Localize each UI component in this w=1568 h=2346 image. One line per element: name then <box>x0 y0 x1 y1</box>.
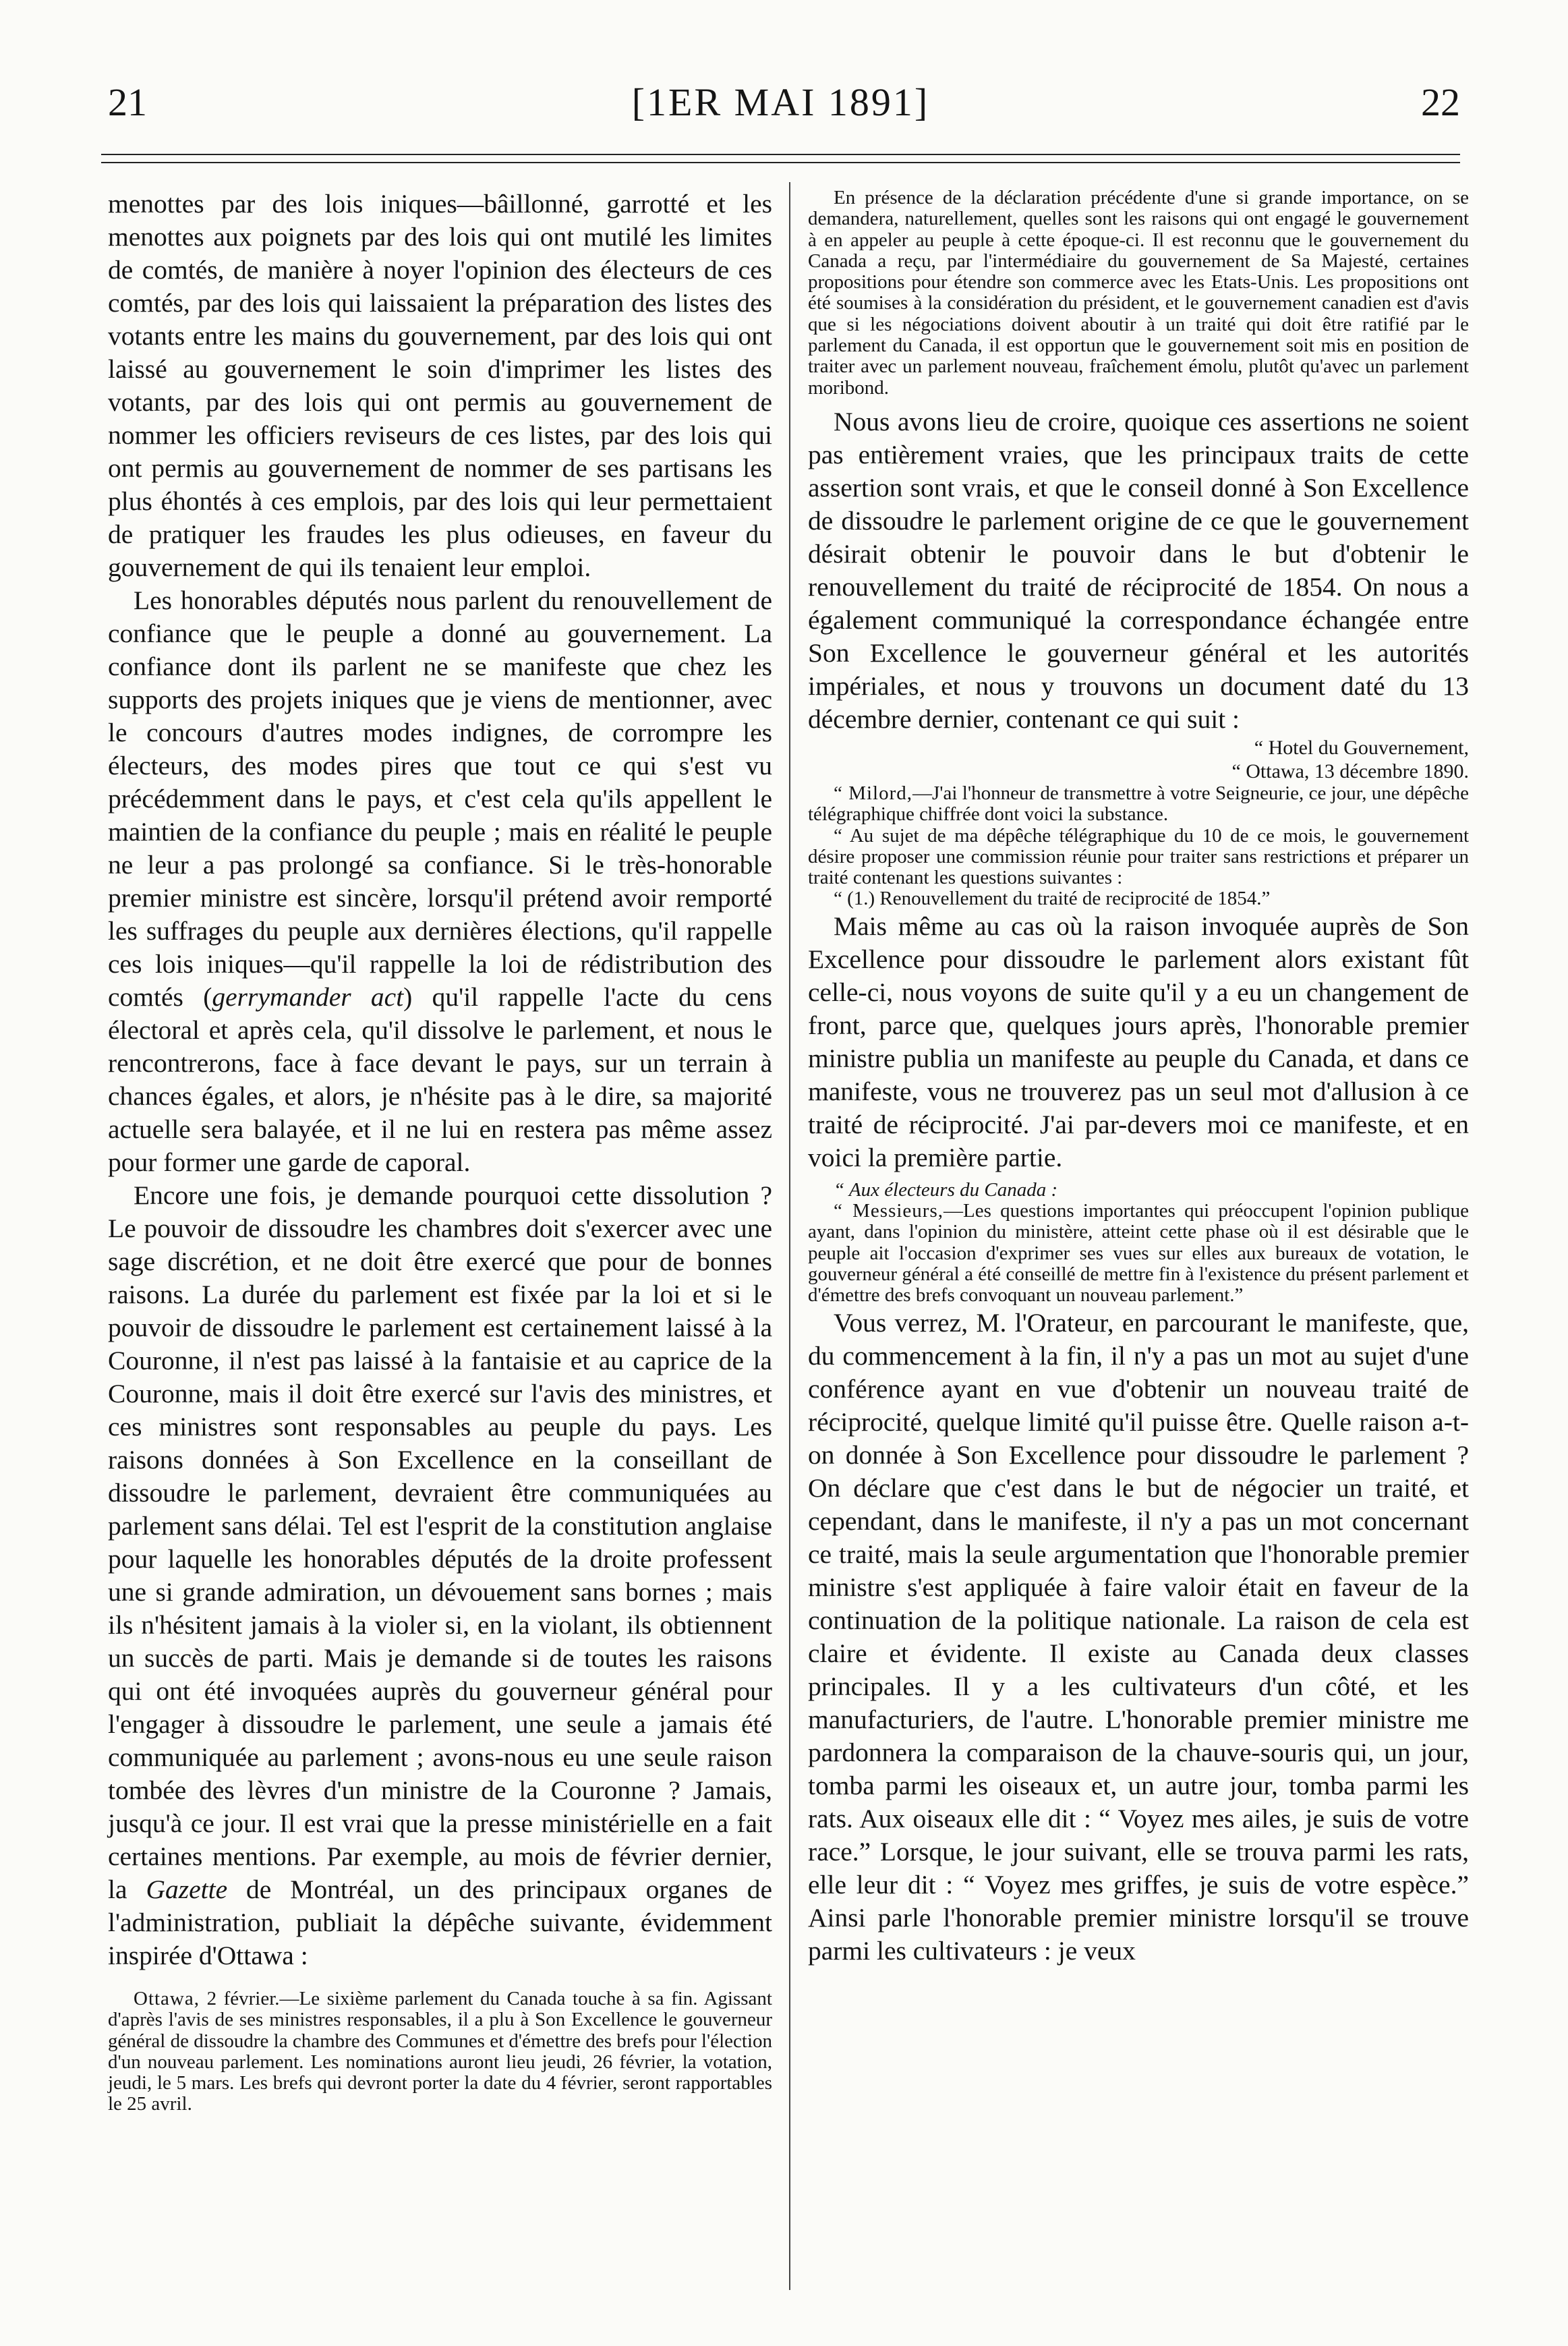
letter-heading: “ Hotel du Gouvernement, <box>1254 736 1469 759</box>
letter-date: “ Ottawa, 13 décembre 1890. <box>1231 760 1469 782</box>
manifesto-title: “ Aux électeurs du Canada : <box>834 1178 1058 1201</box>
quoted-letter: “ (1.) Renouvellement du traité de reciprocité de 1854.” <box>834 888 1271 910</box>
page-header <box>101 67 1460 128</box>
column-divider <box>789 182 790 2290</box>
quoted-paragraph: En présence de la déclaration précédente d'une si grande importance, on se demandera, naturellement, quelles sont les raisons qui ont engagé le gouvernement à en appeler au peuple à cette époque-ci. Il est reconnu que le gouvernement du Canada a reçu, par l'intermédiaire du gouvernement de Sa Majesté, certaines propositions pour étendre son commerce avec les Etats-Unis. Les propositions ont été soumises à la considération du président, et le gouvernement canadien est d'avis que si les négociations doivent aboutir à un traité qui doit être ratifié par le parlement du Canada, il est opportun que le gouvernement soit mis en position de traiter avec un parlement nouveau, fraîchement émolu, plutôt qu'avec un parlement moribond. <box>808 187 1469 399</box>
right-column <box>808 188 1469 1968</box>
paragraph: Mais même au cas où la raison invoquée auprès de Son Excellence pour dissoudre le parlement alors existant fût celle-ci, nous voyons de suite qu'il y a eu un changement de front, parce que, quelques jours après, l'honorable premier ministre publia un manifeste au peuple du Canada, et dans ce manifeste, vous ne trouverez pas un seul mot d'allusion à ce traité de réciprocité. J'ai par-devers moi ce manifeste, et en voici la première partie. <box>808 911 1469 1172</box>
header-rule-bottom <box>101 162 1460 163</box>
left-column <box>108 188 772 2115</box>
quoted-letter: “ Milord,—J'ai l'honneur de transmettre à votre Seigneurie, ce jour, une dépêche télégraphique chiffrée dont voici la substance. <box>808 782 1469 826</box>
quoted-dispatch: Ottawa, 2 février.—Le sixième parlement du Canada touche à sa fin. Agissant d'après l'avis de ses ministres responsables, il a plu à Son Excellence le gouverneur général de dissoudre la chambre des Communes et d'émettre des brefs pour l'élection d'un nouveau parlement. Les nominations auront lieu jeudi, 26 février, la votation, jeudi, le 5 mars. Les brefs qui devront porter la date du 4 février, seront rapportables le 25 avril. <box>108 1988 772 2115</box>
paragraph: Vous verrez, M. l'Orateur, en parcourant le manifeste, que, du commencement à la fin, il n'y a pas un mot au sujet d'une conférence ayant en vue d'obtenir un nouveau traité de réciprocité, quelque limité qu'il puisse être. Quelle raison a-t-on donnée à Son Excellence pour dissoudre le parlement ? On déclare que c'est dans le but de négocier un traité, et cependant, dans le manifeste, il n'y a pas un mot concernant ce traité, mais la seule argumentation que l'honorable premier ministre s'est appliquée à faire valoir était en faveur de la continuation de la politique nationale. La raison de cela est claire et évidente. Il existe au Canada deux classes principales. Il y a les cultivateurs d'un côté, et les manufacturiers, de l'autre. L'honorable premier ministre me pardonnera la comparaison de la chauve-souris qui, un jour, tomba parmi les oiseaux et, un autre jour, tomba parmi les rats. Aux oiseaux elle dit : “ Voyez mes ailes, je suis de votre race.” Lorsque, le jour suivant, elle se trouva parmi les rats, elle leur dit : “ Voyez mes griffes, je suis de votre espèce.” Ainsi parle l'honorable premier ministre lorsqu'il se trouve parmi les cultivateurs : je veux <box>808 1307 1469 1966</box>
header-date: [1ER MAI 1891] <box>631 80 930 124</box>
paragraph: Nous avons lieu de croire, quoique ces assertions ne soient pas entièrement vraies, que les principaux traits de cette assertion sont vrais, et que le conseil donné à Son Excellence de dissoudre le parlement origine de ce que le gouvernement désirait obtenir le pouvoir dans le but d'obtenir le renouvellement du traité de réciprocité de 1854. On nous a également communiqué la correspondance échangée entre Son Excellence le gouverneur général et les autorités impériales, et nous y trouvons un document daté du 13 décembre dernier, contenant ce qui suit : <box>808 406 1469 734</box>
right-page-number: 22 <box>1421 80 1460 124</box>
left-page-number: 21 <box>108 80 147 124</box>
paragraph: menottes par des lois iniques—bâillonné, garrotté et les menottes aux poignets par des lois qui ont mutilé les limites de comtés, de manière à noyer l'opinion des électeurs de ces comtés, par des lois qui laissaient la préparation des listes des votants entre les mains du gouvernement, par des lois qui ont laissé au gouvernement le soin d'imprimer les listes des votants, par des lois qui ont permis au gouvernement de nommer les officiers reviseurs de ces listes, par des lois qui ont permis au gouvernement de nommer de ses partisans les plus éhontés à ces emplois, par des lois qui leur permettaient de pratiquer les fraudes les plus odieuses, en faveur du gouvernement de qui ils tenaient leur emploi. <box>108 189 772 582</box>
manifesto-quote: “ Messieurs,—Les questions importantes qui préoccupent l'opinion publique ayant, dans l'opinion du ministère, atteint cette phase où il est désirable que le peuple ait l'occasion d'exprimer ses vues sur elles aux bureaux de votation, le gouverneur général a été conseillé de mettre fin à l'existence du présent parlement et d'émettre des brefs convoquant un nouveau parlement.” <box>808 1200 1469 1307</box>
paragraph: Les honorables députés nous parlent du renouvellement de confiance que le peuple a donné au gouvernement. La confiance dont ils parlent ne se manifeste que chez les supports des projets iniques que je viens de mentionner, avec le concours d'autres modes indignes, de corrompre les électeurs, des modes pires que tout ce qui s'est vu précédemment dans le pays, et c'est cela qu'ils appellent le maintien de la confiance du peuple ; mais en réalité le peuple ne leur a pas prolongé sa confiance. Si le très-honorable premier ministre est sincère, lorsqu'il prétend avoir remporté les suffrages du peuple aux dernières élections, qu'il rappelle ces lois iniques—qu'il rappelle la loi de rédistribution des comtés (gerrymander act) qu'il rappelle l'acte du cens électoral et après cela, qu'il dissolve le parlement, et nous le rencontrerons, face à face devant le pays, sur un terrain à chances égales, et alors, je n'hésite pas à le dire, sa majorité actuelle sera balayée, et il ne lui en restera pas même assez pour former une garde de caporal. <box>108 585 772 1177</box>
header-rule-top <box>101 154 1460 155</box>
quoted-letter: “ Au sujet de ma dépêche télégraphique du 10 de ce mois, le gouvernement désire proposer une commission réunie pour traiter sans restrictions et préparer un traité contenant les questions suivantes : <box>808 824 1469 889</box>
paragraph: Encore une fois, je demande pourquoi cette dissolution ? Le pouvoir de dissoudre les chambres doit s'exercer avec une sage discrétion, et ne doit être exercé que pour de bonnes raisons. La durée du parlement est fixée par la loi et si le pouvoir de dissoudre le parlement est certainement laissé à la Couronne, il n'est pas laissé à la fantaisie et au caprice de la Couronne, mais il doit être exercé sur l'avis des ministres, et ces ministres sont responsables au peuple du pays. Les raisons données à Son Excellence en la conseillant de dissoudre le parlement, devraient être communiquées au parlement sans délai. Tel est l'esprit de la constitution anglaise pour laquelle les honorables députés de la droite professent une si grande admiration, un dévouement sans bornes ; mais ils n'hésitent jamais à la violer si, en la violant, ils obtiennent un succès de parti. Mais je demande si de toutes les raisons qui ont été invoquées auprès du gouverneur général pour l'engager à dissoudre le parlement, une seule a jamais été communiquée au parlement ; avons-nous eu une seule raison tombée des lèvres d'un ministre de la Couronne ? Jamais, jusqu'à ce jour. Il est vrai que la presse ministérielle en a fait certaines mentions. Par exemple, au mois de février dernier, la Gazette de Montréal, un des principaux organes de l'administration, publiait la dépêche suivante, évidemment inspirée d'Ottawa : <box>108 1180 772 1970</box>
